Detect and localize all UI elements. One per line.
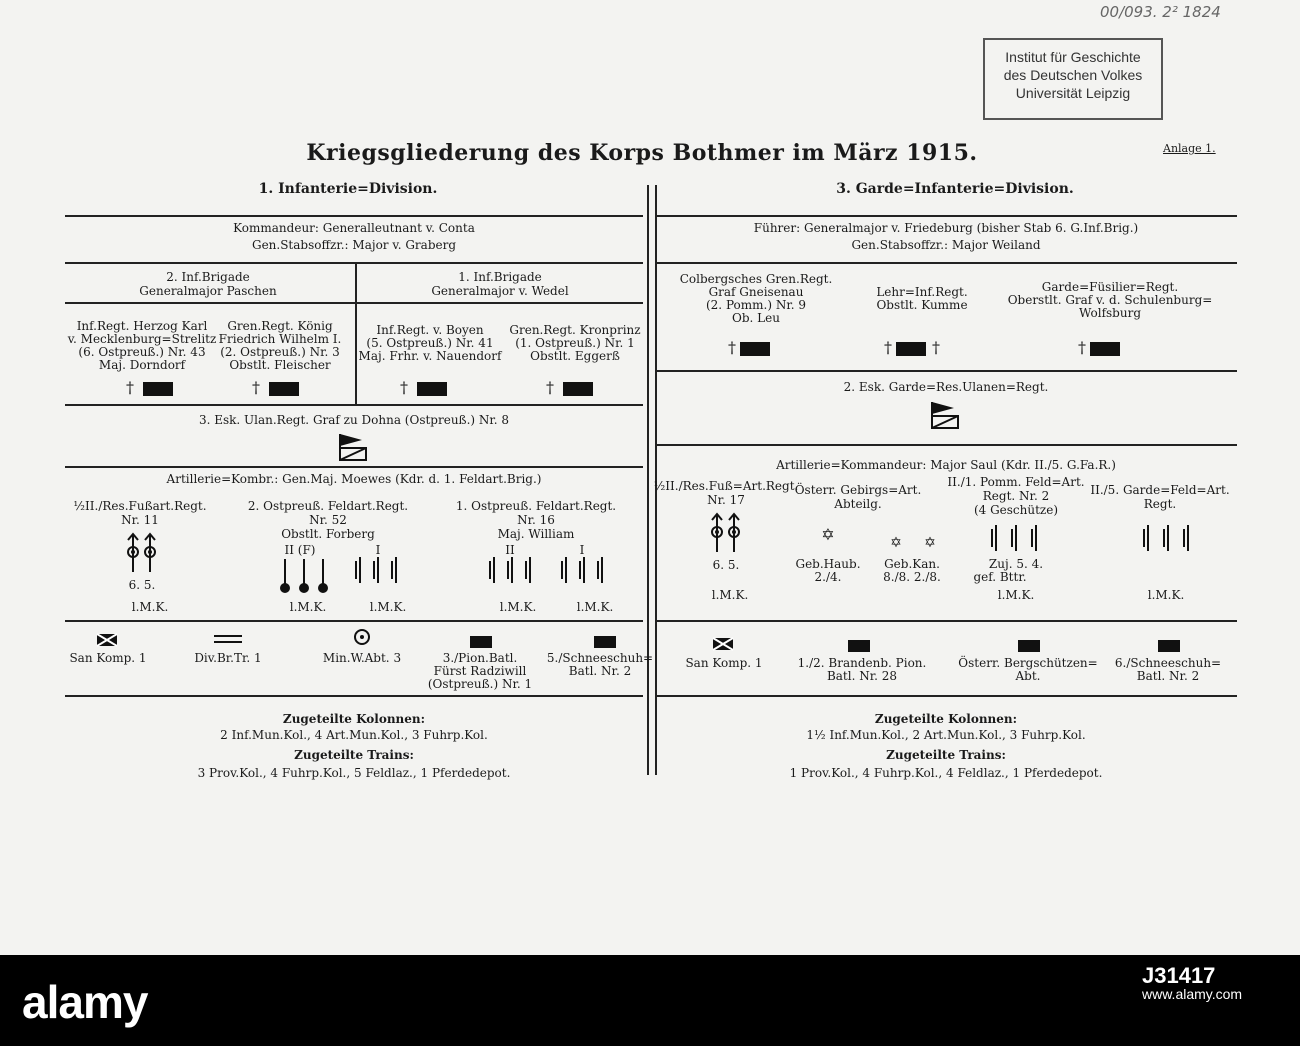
archive-number: 00/093. 2² 1824 bbox=[1100, 3, 1221, 21]
image-url: www.alamy.com bbox=[1142, 986, 1243, 1002]
reg-line: Ob. Leu bbox=[732, 311, 780, 325]
unit-label: Abt. bbox=[1015, 669, 1041, 683]
divider bbox=[655, 262, 1237, 264]
stamp-line-1: Institut für Geschichte bbox=[1005, 49, 1141, 65]
art-line: 2. Ostpreuß. Feldart.Regt. bbox=[247, 499, 409, 513]
divider bbox=[65, 466, 643, 468]
divider bbox=[65, 695, 643, 697]
mountain-rifle-icon bbox=[1018, 635, 1040, 654]
brigade-2-name: 2. Inf.Brigade bbox=[166, 270, 250, 284]
lmk-label: l.M.K. bbox=[576, 600, 614, 614]
reg-line: v. Mecklenburg=Strelitz bbox=[67, 332, 217, 346]
field-artillery-icon bbox=[484, 557, 544, 583]
unit-label: 3./Pion.Batl. bbox=[442, 651, 518, 665]
left-cavalry: 3. Esk. Ulan.Regt. Graf zu Dohna (Ostpreuß.) Nr. 8 bbox=[198, 413, 510, 427]
right-columns-head: Zugeteilte Kolonnen: bbox=[874, 712, 1018, 726]
brigade-1-leader: Generalmajor v. Wedel bbox=[431, 284, 569, 298]
divider bbox=[655, 215, 1237, 217]
divider bbox=[65, 620, 643, 622]
cavalry-flag-icon bbox=[336, 432, 370, 462]
pioneer-icon bbox=[470, 631, 492, 650]
field-artillery-icon bbox=[556, 557, 616, 583]
field-artillery-icon bbox=[1138, 525, 1202, 551]
reg-line: (1. Ostpreuß.) Nr. 1 bbox=[515, 336, 635, 350]
lmk-label: l.M.K. bbox=[369, 600, 407, 614]
unit-label: 5./Schneeschuh= bbox=[546, 651, 654, 665]
left-columns: 2 Inf.Mun.Kol., 4 Art.Mun.Kol., 3 Fuhrp.Kol. bbox=[220, 728, 488, 742]
art-line: (4 Geschütze) bbox=[973, 503, 1059, 517]
brigade-2-leader: Generalmajor Paschen bbox=[139, 284, 277, 298]
reg-line: Obstlt. Kumme bbox=[876, 298, 968, 312]
mountain-gun-icon: ✡ bbox=[924, 535, 936, 551]
regiment-symbol-icon: † bbox=[400, 378, 447, 397]
art-group: II bbox=[505, 543, 515, 557]
foot-artillery-icon bbox=[708, 510, 742, 554]
divider bbox=[65, 404, 643, 406]
stamp-line-2: des Deutschen Volkes bbox=[1003, 67, 1143, 83]
unit-label: Min.W.Abt. 3 bbox=[322, 651, 402, 665]
art-line: Nr. 52 bbox=[309, 513, 347, 527]
ski-battalion-icon bbox=[594, 631, 616, 650]
lmk-label: l.M.K. bbox=[711, 588, 749, 602]
left-trains-head: Zugeteilte Trains: bbox=[294, 748, 414, 762]
reg-line: Inf.Regt. v. Boyen bbox=[376, 323, 484, 337]
unit-label: 6./Schneeschuh= bbox=[1114, 656, 1222, 670]
unit-label: San Komp. 1 bbox=[685, 656, 763, 670]
institute-stamp bbox=[983, 38, 1163, 120]
medical-company-icon bbox=[712, 637, 734, 651]
reg-line: Lehr=Inf.Regt. bbox=[876, 285, 968, 299]
foot-artillery-icon bbox=[124, 530, 158, 574]
unit-label: Österr. Bergschützen= bbox=[958, 656, 1098, 670]
reg-line: Inf.Regt. Herzog Karl bbox=[76, 319, 208, 333]
unit-label: Batl. Nr. 28 bbox=[826, 669, 898, 683]
art-label: gef. Bttr. bbox=[973, 570, 1027, 584]
unit-label: Fürst Radziwill bbox=[433, 664, 527, 678]
reg-line: Graf Gneisenau bbox=[708, 285, 804, 299]
bridge-train-icon bbox=[214, 633, 242, 645]
art-group: II (F) bbox=[284, 543, 316, 557]
medical-company-icon bbox=[96, 633, 118, 647]
unit-label: Batl. Nr. 2 bbox=[1136, 669, 1200, 683]
regiment-symbol-icon: † bbox=[252, 378, 299, 397]
left-artillery-commander: Artillerie=Kombr.: Gen.Maj. Moewes (Kdr. d. 1. Feldart.Brig.) bbox=[166, 472, 542, 486]
right-cavalry: 2. Esk. Garde=Res.Ulanen=Regt. bbox=[843, 380, 1049, 394]
divider bbox=[655, 695, 1237, 697]
reg-line: Colbergsches Gren.Regt. bbox=[679, 272, 833, 286]
regiment-symbol-icon: † † bbox=[884, 338, 940, 357]
left-division-title: 1. Infanterie=Division. bbox=[258, 181, 438, 197]
art-line: II./1. Pomm. Feld=Art. bbox=[947, 475, 1085, 489]
right-columns: 1½ Inf.Mun.Kol., 2 Art.Mun.Kol., 3 Fuhrp.Kol. bbox=[806, 728, 1086, 742]
left-commander: Kommandeur: Generalleutnant v. Conta bbox=[233, 221, 475, 235]
lmk-label: l.M.K. bbox=[499, 600, 537, 614]
alamy-logo: alamy bbox=[22, 976, 148, 1028]
unit-label: Div.Br.Tr. 1 bbox=[194, 651, 262, 665]
reg-line: Garde=Füsilier=Regt. bbox=[1041, 280, 1179, 294]
divider bbox=[655, 620, 1237, 622]
right-trains: 1 Prov.Kol., 4 Fuhrp.Kol., 4 Feldlaz., 1 Pferdedepot. bbox=[789, 766, 1103, 780]
divider bbox=[65, 215, 643, 217]
cavalry-flag-icon bbox=[928, 400, 962, 430]
right-division-title: 3. Garde=Infanterie=Division. bbox=[836, 181, 1074, 197]
art-group: I bbox=[579, 543, 585, 557]
annex-label: Anlage 1. bbox=[1163, 142, 1216, 155]
reg-line: Obstlt. Eggerß bbox=[530, 349, 620, 363]
art-line: Maj. William bbox=[497, 527, 575, 541]
art-label: Zuj. 5. 4. bbox=[988, 557, 1044, 571]
art-line: Österr. Gebirgs=Art. bbox=[794, 483, 922, 497]
reg-line: Gren.Regt. König bbox=[227, 319, 333, 333]
right-staff-officer: Gen.Stabsoffzr.: Major Weiland bbox=[851, 238, 1041, 252]
left-trains: 3 Prov.Kol., 4 Fuhrp.Kol., 5 Feldlaz., 1 Pferdedepot. bbox=[197, 766, 511, 780]
right-commander: Führer: Generalmajor v. Friedeburg (bisher Stab 6. G.Inf.Brig.) bbox=[753, 221, 1139, 235]
heavy-field-artillery-icon bbox=[278, 557, 330, 595]
art-line: ½II./Res.Fußart.Regt. bbox=[73, 499, 207, 513]
reg-line: Gren.Regt. Kronprinz bbox=[509, 323, 641, 337]
reg-line: (5. Ostpreuß.) Nr. 41 bbox=[366, 336, 494, 350]
art-line: II./5. Garde=Feld=Art. bbox=[1090, 483, 1230, 497]
art-line: Nr. 16 bbox=[517, 513, 555, 527]
divider bbox=[65, 262, 643, 264]
mine-thrower-icon bbox=[353, 628, 371, 646]
divider bbox=[655, 444, 1237, 446]
mountain-gun-icon: ✡ bbox=[890, 535, 902, 551]
unit-label: San Komp. 1 bbox=[69, 651, 147, 665]
art1-battery-numbers: 6. 5. bbox=[128, 578, 156, 592]
lmk-label: l.M.K. bbox=[289, 600, 327, 614]
pioneer-icon bbox=[848, 635, 870, 654]
art-line: Nr. 17 bbox=[707, 493, 745, 507]
art-line: Nr. 11 bbox=[121, 513, 159, 527]
lmk-label: l.M.K. bbox=[1147, 588, 1185, 602]
image-id-code: J31417 bbox=[1142, 963, 1216, 988]
field-artillery-icon bbox=[986, 525, 1050, 551]
howitzer-icon: ✡ bbox=[821, 525, 835, 544]
watermark-strip bbox=[0, 955, 1300, 1046]
unit-label: 1./2. Brandenb. Pion. bbox=[797, 656, 927, 670]
art-group: I bbox=[375, 543, 381, 557]
unit-label: Batl. Nr. 2 bbox=[568, 664, 632, 678]
reg-line: Maj. Frhr. v. Nauendorf bbox=[358, 349, 502, 363]
stamp-line-3: Universität Leipzig bbox=[1015, 85, 1131, 101]
brigade-1-name: 1. Inf.Brigade bbox=[458, 270, 542, 284]
lmk-label: l.M.K. bbox=[131, 600, 169, 614]
unit-label: (Ostpreuß.) Nr. 1 bbox=[427, 677, 533, 691]
regiment-symbol-icon: † bbox=[728, 338, 770, 357]
art-line: Regt. bbox=[1143, 497, 1177, 511]
field-artillery-icon bbox=[350, 557, 410, 583]
divider bbox=[65, 302, 643, 304]
art-line: Obstlt. Forberg bbox=[281, 527, 375, 541]
art-label: 8./8. 2./8. bbox=[883, 570, 941, 584]
reg-line: Maj. Dorndorf bbox=[98, 358, 186, 372]
divider bbox=[355, 262, 357, 404]
image-id bbox=[1142, 963, 1243, 1003]
art-label: 2./4. bbox=[814, 570, 842, 584]
left-columns-head: Zugeteilte Kolonnen: bbox=[282, 712, 426, 726]
regiment-symbol-icon: † bbox=[546, 378, 593, 397]
art-line: Abteilg. bbox=[834, 497, 882, 511]
reg-line: Friedrich Wilhelm I. bbox=[218, 332, 342, 346]
left-staff-officer: Gen.Stabsoffzr.: Major v. Graberg bbox=[251, 238, 457, 252]
regiment-symbol-icon: † bbox=[126, 378, 173, 397]
right-trains-head: Zugeteilte Trains: bbox=[886, 748, 1006, 762]
page-title: Kriegsgliederung des Korps Bothmer im März 1915. bbox=[306, 140, 978, 166]
art-label: Geb.Haub. bbox=[795, 557, 861, 571]
art1-battery-numbers: 6. 5. bbox=[712, 558, 740, 572]
reg-line: (2. Ostpreuß.) Nr. 3 bbox=[220, 345, 340, 359]
reg-line: Wolfsburg bbox=[1078, 306, 1142, 320]
regiment-symbol-icon: † bbox=[1078, 338, 1120, 357]
ski-battalion-icon bbox=[1158, 635, 1180, 654]
right-artillery-commander: Artillerie=Kommandeur: Major Saul (Kdr. II./5. G.Fa.R.) bbox=[776, 458, 1116, 472]
art-line: Regt. Nr. 2 bbox=[982, 489, 1050, 503]
art-label: Geb.Kan. bbox=[884, 557, 940, 571]
reg-line: (2. Pomm.) Nr. 9 bbox=[705, 298, 807, 312]
lmk-label: l.M.K. bbox=[997, 588, 1035, 602]
divider bbox=[655, 370, 1237, 372]
art-line: 1. Ostpreuß. Feldart.Regt. bbox=[455, 499, 617, 513]
reg-line: Oberstlt. Graf v. d. Schulenburg= bbox=[1007, 293, 1213, 307]
art-line: ½II./Res.Fuß=Art.Regt. bbox=[653, 479, 799, 493]
reg-line: Obstlt. Fleischer bbox=[229, 358, 331, 372]
reg-line: (6. Ostpreuß.) Nr. 43 bbox=[78, 345, 206, 359]
